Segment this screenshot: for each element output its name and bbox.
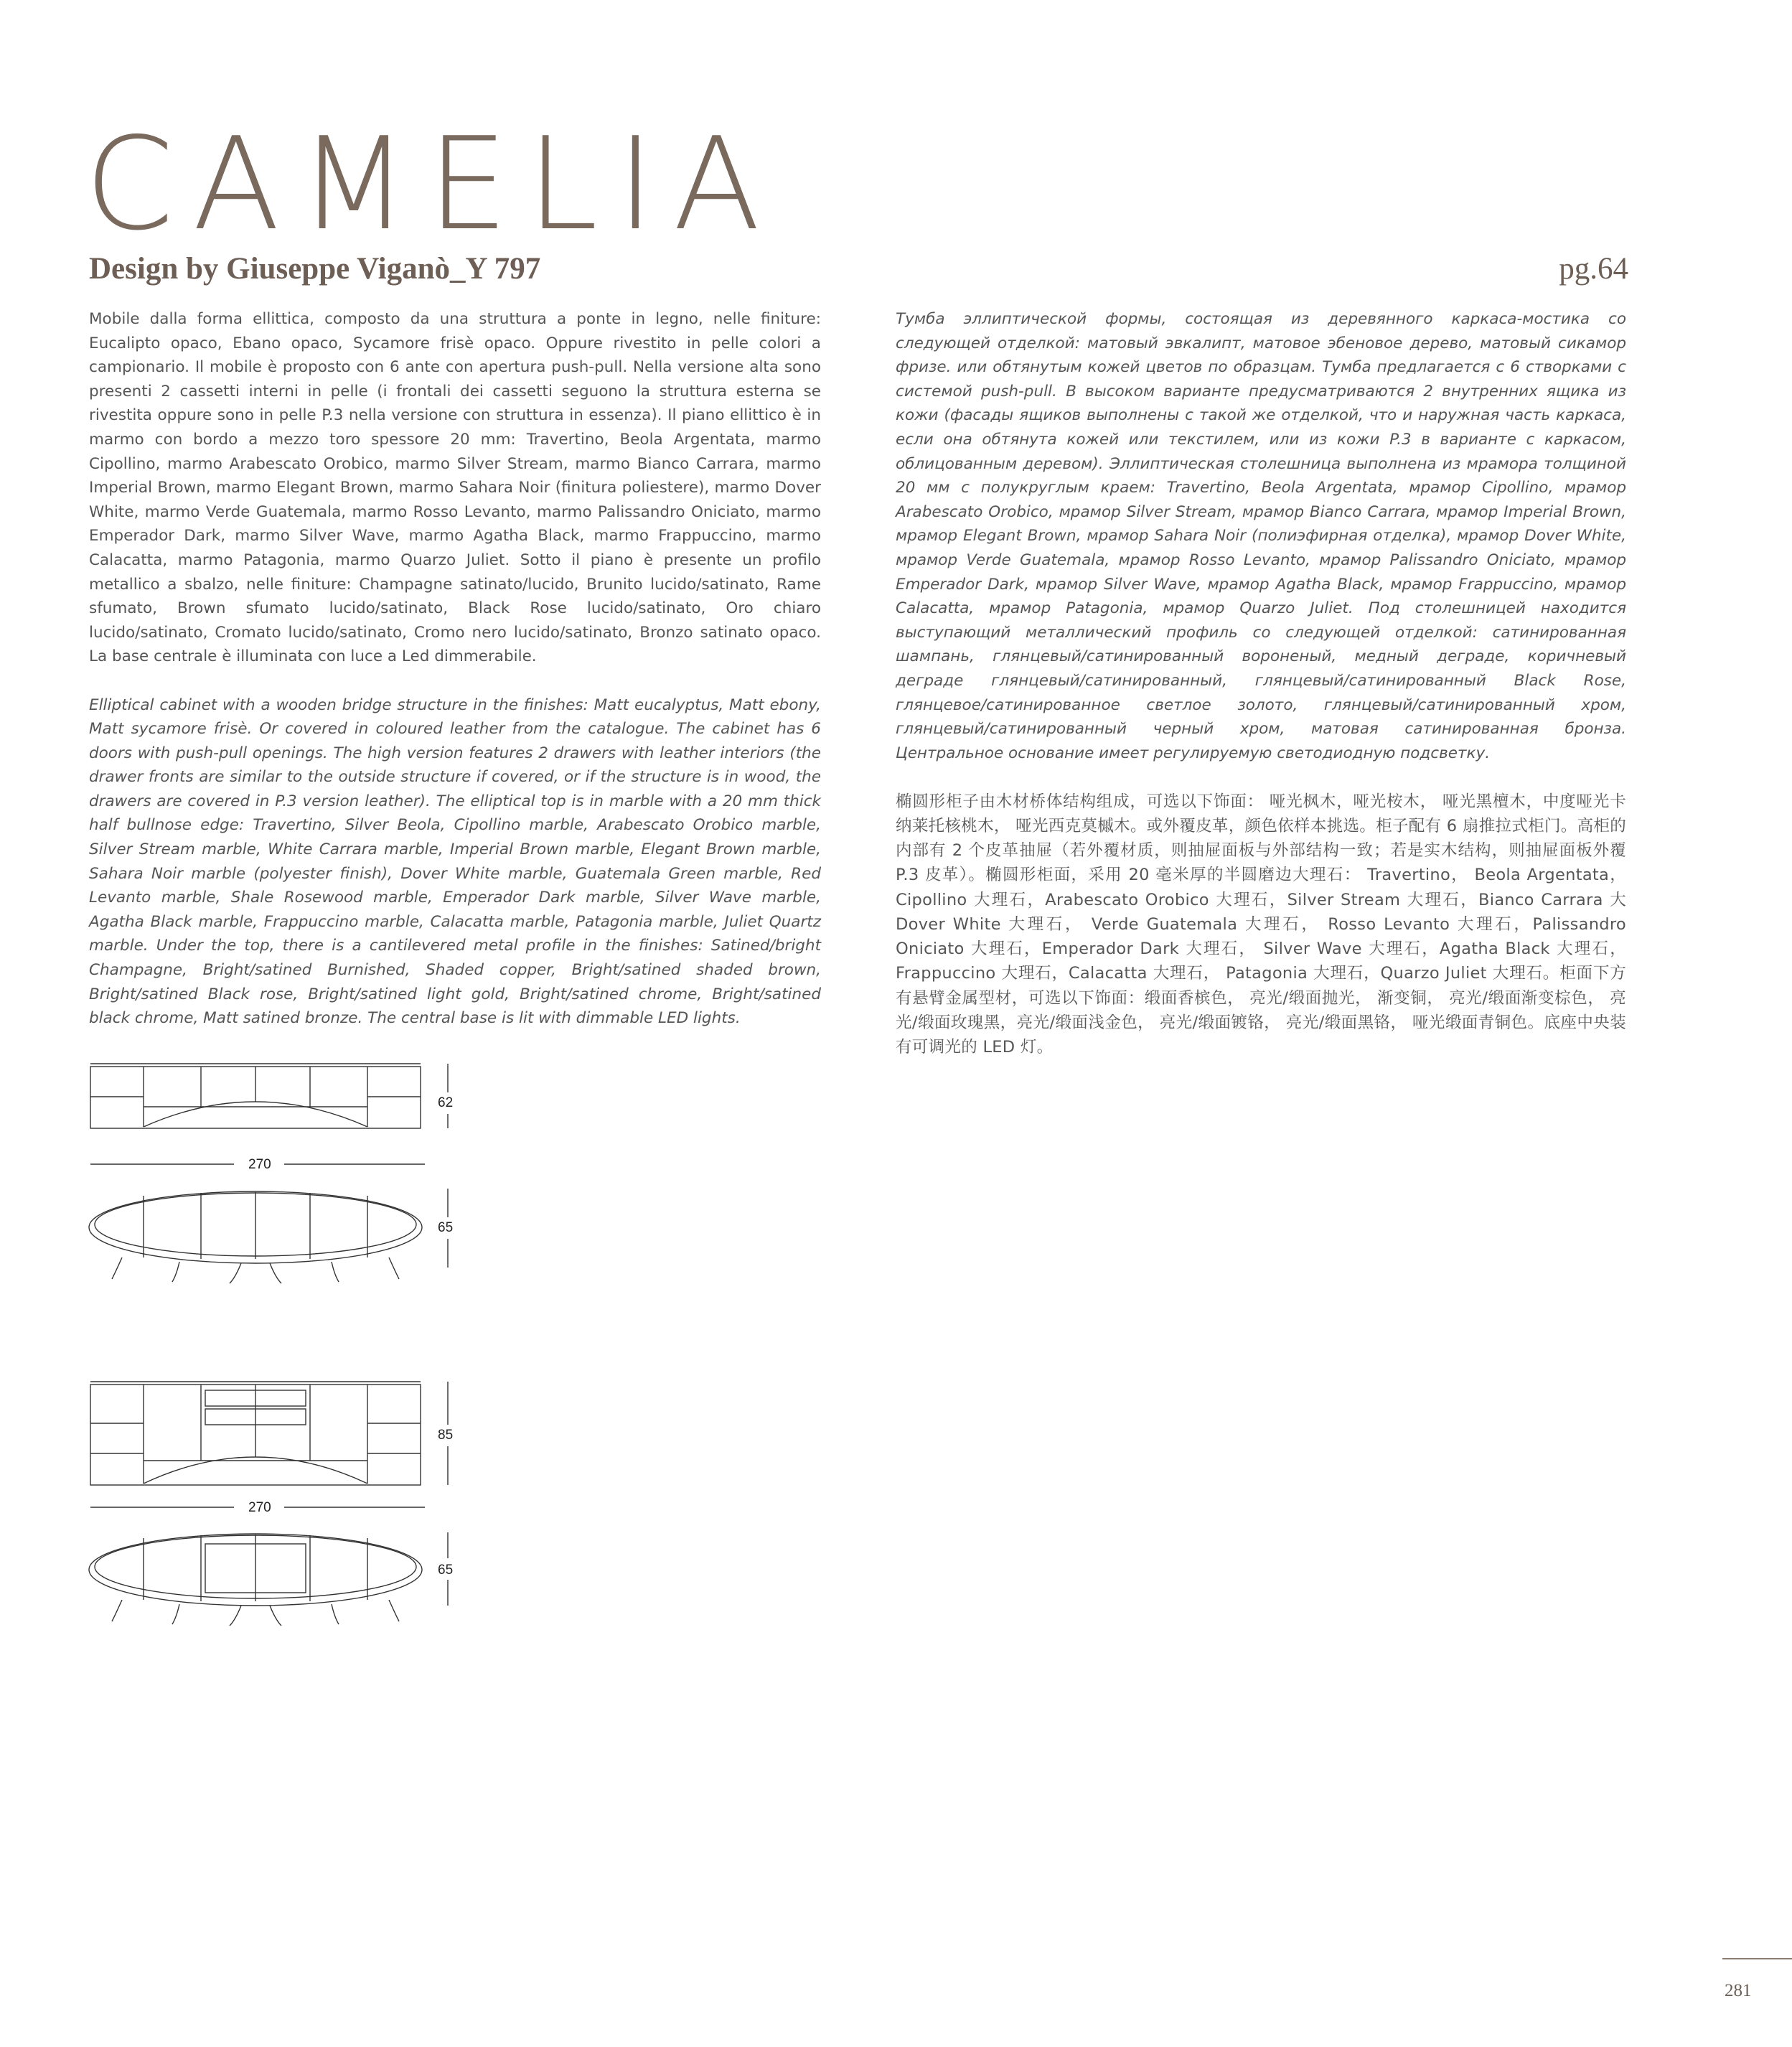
- product-title: CAMELIA: [85, 110, 779, 258]
- italian-description: Mobile dalla forma ellittica, composto da una struttura a ponte in legno, nelle finiture: Eucalipto opaco, Ebano opaco, Sycamore frisè opaco. Oppure rivestito in pelle colori a campionario. Il mobile è proposto con 6 ante con apertura push-pull. Nella versione alta sono presenti 2 cassetti interni in pelle (i frontali dei cassetti seguono la struttura esterna se rivestita oppure sono in pelle P.3 nella versione con struttura in essenza). Il piano ellittico è in marmo con bordo a mezzo toro spessore 20 mm: Travertino, Beola Argentata, marmo Cipollino, marmo Arabescato Orobico, marmo Silver Stream, marmo Bianco Carrara, marmo Imperial Brown, marmo Elegant Brown, marmo Sahara Noir (finitura poliestere), marmo Dover White, marmo Verde Guatemala, marmo Rosso Levanto, marmo Palissandro Oniciato, marmo Emperador Dark, marmo Silver Wave, marmo Agatha Black, marmo Frappuccino, marmo Calacatta, marmo Patagonia, marmo Quarzo Juliet. Sotto il piano è presente un profilo metallico a sbalzo, nelle finiture: Champagne satinato/lucido, Brunito lucido/satinato, Rame sfumato, Brown sfumato lucido/satinato, Black Rose lucido/satinato, Oro chiaro lucido/satinato, Cromato lucido/satinato, Cromo nero lucido/satinato, Bronzo satinato opaco. La base centrale è illuminata con luce a Led dimmerabile.: [89, 310, 821, 666]
- page-reference: pg.64: [1559, 252, 1628, 286]
- left-text-column: [89, 307, 821, 1031]
- drawing-high-svg: [72, 1374, 502, 1633]
- depth-label-low: 65: [438, 1220, 454, 1235]
- height-label-high: 85: [438, 1428, 454, 1443]
- height-label-low: 62: [438, 1095, 454, 1110]
- width-label-low: 270: [248, 1157, 271, 1172]
- right-text-column: [896, 307, 1626, 1059]
- english-description: Elliptical cabinet with a wooden bridge structure in the finishes: Matt eucalyptus, Matt ebony, Matt sycamore frisè. Or covered in coloured leather from the catalogue. The cabinet has 6 doors with push-pull openings. The high version features 2 drawers with leather interiors (the drawer fronts are similar to the outside structure if covered, or if the structure is in wood, the drawers are covered in P.3 version leather). The elliptical top is in marble with a 20 mm thick half bullnose edge: Travertino, Silver Beola, Cipollino marble, Arabescato Orobico marble, Silver Stream marble, White Carrara marble, Imperial Brown marble, Elegant Brown marble, Sahara Noir marble (polyester finish), Dover White marble, Guatemala Green marble, Red Levanto marble, Shale Rosewood marble, Emperador Dark marble, Silver Wave marble, Agatha Black marble, Frappuccino marble, Calacatta marble, Patagonia marble, Juliet Quartz marble. Under the top, there is a cantilevered metal profile in the finishes: Satined/bright Champagne, Bright/satined Burnished, Shaded copper, Bright/satined shaded brown, Bright/satined Black rose, Bright/satined light gold, Bright/satined chrome, Bright/satined black chrome, Matt satined bronze. The central base is lit with dimmable LED lights.: [89, 695, 821, 1028]
- technical-drawing-low: [72, 1055, 502, 1313]
- page-number: 281: [1725, 1981, 1752, 2000]
- chinese-description: 椭圆形柜子由木材桥体结构组成，可选以下饰面： 哑光枫木，哑光桉木， 哑光黑檀木，中度哑光卡纳莱托核桃木， 哑光西克莫槭木。或外覆皮革，颜色依样本挑选。柜子配有 6 扇推拉式柜门。高柜的内部有 2 个皮革抽屉（若外覆材质，则抽屉面板与外部结构一致；若是实木结构，则抽屉面板外覆 P.3 皮革）。椭圆形柜面，采用 20 毫米厚的半圆磨边大理石： Travertino， Beola Argentata，Cipollino 大理石，Arabescato Orobico 大理石，Silver Stream 大理石，Bianco Carrara 大Dover White 大理石， Verde Guatemala 大理石， Rosso Levanto 大理石，Palissandro Oniciato 大理石，Emperador Dark 大理石， Silver Wave 大理石，Agatha Black 大理石， Frappuccino 大理石，Calacatta 大理石， Patagonia 大理石，Quarzo Juliet 大理石。柜面下方有悬臂金属型材，可选以下饰面：缎面香槟色， 亮光/缎面抛光， 渐变铜， 亮光/缎面渐变棕色， 亮光/缎面玫瑰黑，亮光/缎面浅金色， 亮光/缎面镀铬， 亮光/缎面黑铬， 哑光缎面青铜色。底座中央装有可调光的 LED 灯。: [896, 792, 1626, 1057]
- depth-label-high: 65: [438, 1563, 454, 1578]
- technical-drawing-high: [72, 1374, 502, 1633]
- designer-subtitle: Design by Giuseppe Viganò_Y 797: [89, 252, 541, 286]
- drawing-low-svg: [72, 1055, 502, 1313]
- width-label-high: 270: [248, 1500, 271, 1515]
- russian-description: Тумба эллиптической формы, состоящая из деревянного каркаса-мостика со следующей отделкой: матовый эвкалипт, матовое эбеновое дерево, матовый сикамор фризе. или обтянутым кожей цветов по образцам. Тумба предлагается с 6 створками с системой push-pull. В высоком варианте предусматриваются 2 внутренних ящика из кожи (фасады ящиков выполнены с такой же отделкой, что и наружная часть каркаса, если она обтянута кожей или текстилем, или из кожи P.3 в варианте с каркасом, облицованным деревом). Эллиптическая столешница выполнена из мрамора толщиной 20 мм с полукруглым краем: Travertino, Beola Argentata, мрамор Cipollino, мрамор Arabescato Orobico, мрамор Silver Stream, мрамор Bianco Carrara, мрамор Imperial Brown, мрамор Elegant Brown, мрамор Sahara Noir (полиэфирная отделка), мрамор Dover White, мрамор Verde Guatemala, мрамор Rosso Levanto, мрамор Palissandro Oniciato, мрамор Emperador Dark, мрамор Silver Wave, мрамор Agatha Black, мрамор Frappuccino, мрамор Calacatta, мрамор Patagonia, мрамор Quarzo Juliet. Под столешницей находится выступающий металлический профиль со следующей отделкой: сатинированная шампань, глянцевый/сатинированный вороненый, медный деграде, коричневый деграде глянцевый/сатинированный, глянцевый/сатинированный Black Rose, глянцевое/сатинированное светлое золото, глянцевый/сатинированный хром, глянцевый/сатинированный черный хром, матовая сатинированная бронза. Центральное основание имеет регулируемую светодиодную подсветку.: [896, 310, 1626, 762]
- footer-rule: [1722, 1958, 1792, 1959]
